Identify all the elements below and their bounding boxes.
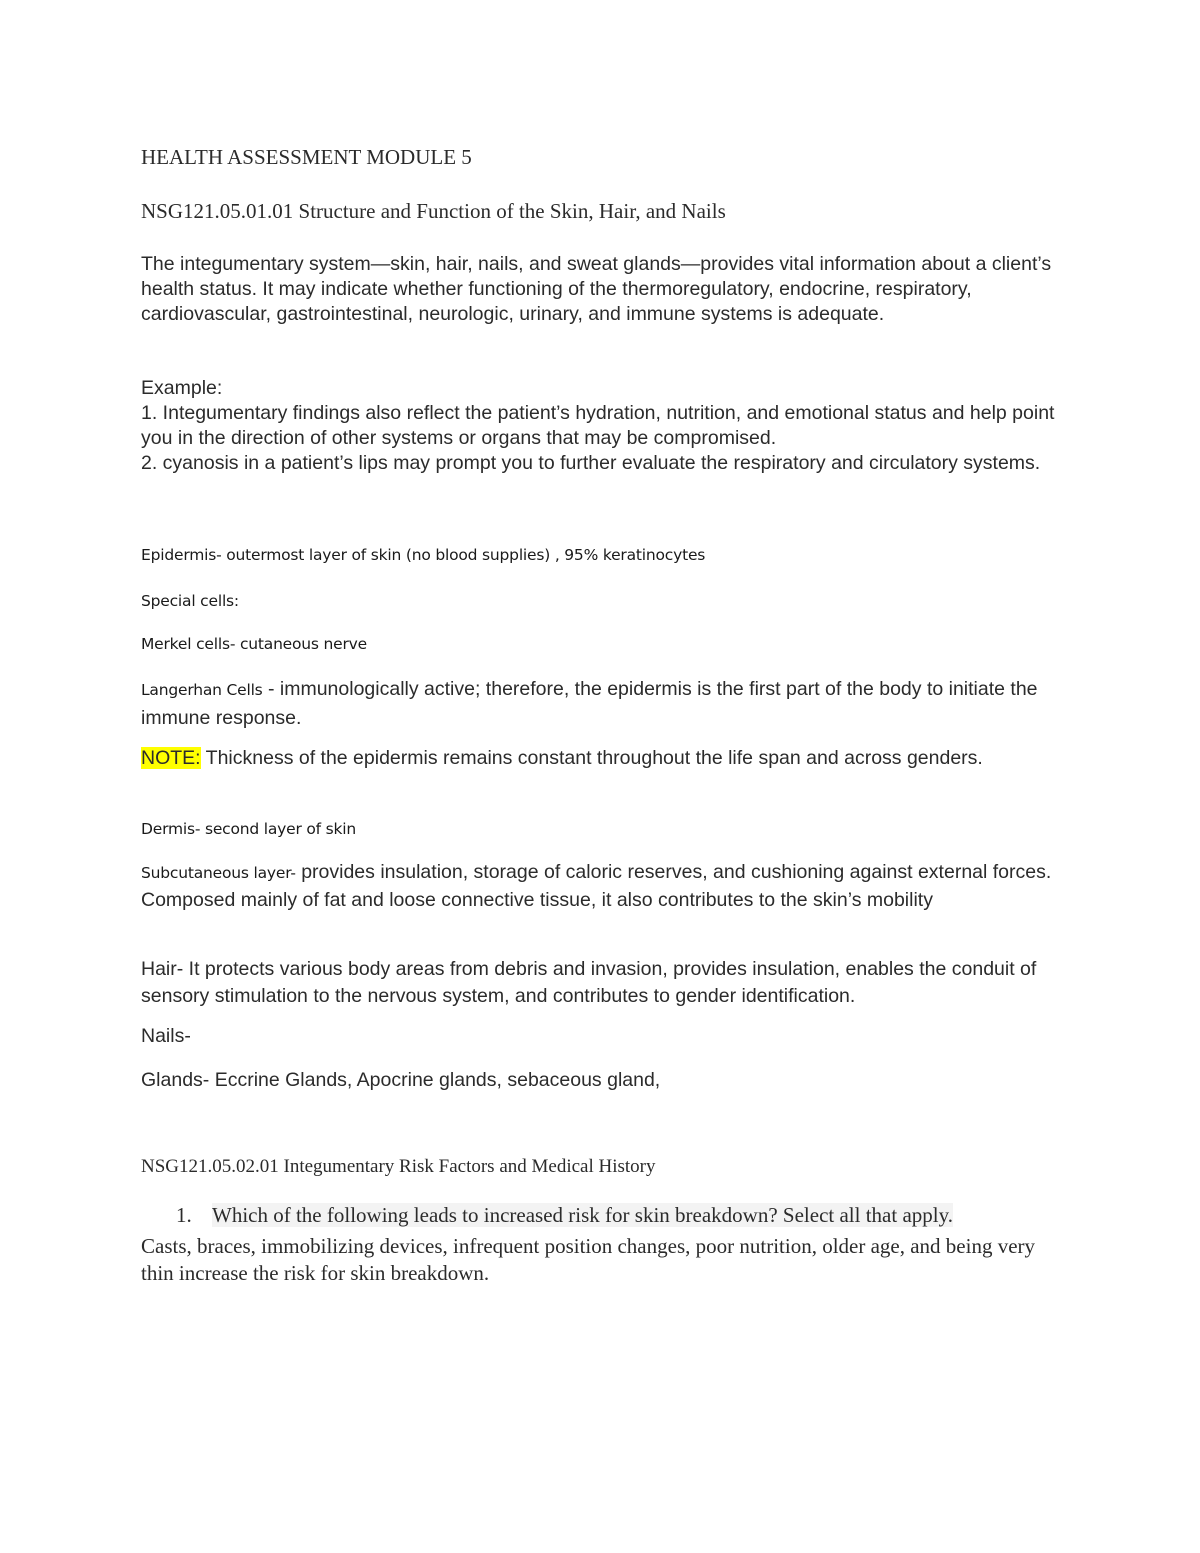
note-label: NOTE:	[141, 747, 201, 769]
document-title: HEALTH ASSESSMENT MODULE 5	[141, 145, 472, 169]
answer-paragraph: Casts, braces, immobilizing devices, infrequent position changes, poor nutrition, older age, and being very thin increase the risk for skin breakdown.	[141, 1234, 1036, 1285]
example-item-1: 1. Integumentary findings also reflect the patient’s hydration, nutrition, and emotional status and help point you in the direction of other systems or organs that may be compromised.	[141, 402, 1055, 449]
dermis-heading: Dermis- second layer of skin	[141, 820, 357, 838]
merkel-cells-line: Merkel cells- cutaneous nerve	[141, 635, 367, 653]
note-text: Thickness of the epidermis remains constant throughout the life span and across genders.	[200, 747, 983, 769]
question-item	[176, 1202, 1076, 1228]
langerhan-cells-text: - immunologically active; therefore, the epidermis is the first part of the body to initiate the immune response.	[141, 678, 1038, 729]
section-heading-structure-function: NSG121.05.01.01 Structure and Function of the Skin, Hair, and Nails	[141, 199, 726, 223]
epidermis-heading: Epidermis- outermost layer of skin (no blood supplies) , 95% keratinocytes	[141, 546, 706, 564]
langerhan-cells-paragraph	[141, 675, 1071, 732]
section-heading-risk-factors: NSG121.05.02.01 Integumentary Risk Factors and Medical History	[141, 1156, 656, 1177]
subcutaneous-paragraph	[141, 859, 1071, 914]
question-number: 1.	[176, 1203, 192, 1227]
hair-paragraph: Hair- It protects various body areas from debris and invasion, provides insulation, enables the conduit of sensory stimulation to the nervous system, and contributes to gender identification.	[141, 958, 1037, 1007]
special-cells-heading: Special cells:	[141, 592, 239, 610]
subcutaneous-label: Subcutaneous layer-	[141, 864, 296, 882]
example-item-2: 2. cyanosis in a patient’s lips may prompt you to further evaluate the respiratory and circulatory systems.	[141, 452, 1041, 474]
subcutaneous-text: provides insulation, storage of caloric reserves, and cushioning against external forces. Composed mainly of fat and loose connective tissue, it also contributes to the skin’s mobility	[141, 861, 1052, 911]
question-text: Which of the following leads to increased risk for skin breakdown? Select all that apply.	[212, 1203, 953, 1227]
nails-line: Nails-	[141, 1025, 191, 1047]
intro-paragraph: The integumentary system—skin, hair, nails, and sweat glands—provides vital information about a client’s health status. It may indicate whether functioning of the thermoregulatory, endocrine, respiratory, cardiovascular, gastrointestinal, neurologic, urinary, and immune systems is adequate.	[141, 253, 1052, 325]
langerhan-cells-label: Langerhan Cells	[141, 681, 263, 699]
example-label: Example:	[141, 377, 223, 399]
note-paragraph	[141, 745, 1071, 772]
glands-line: Glands- Eccrine Glands, Apocrine glands, sebaceous gland,	[141, 1069, 661, 1091]
